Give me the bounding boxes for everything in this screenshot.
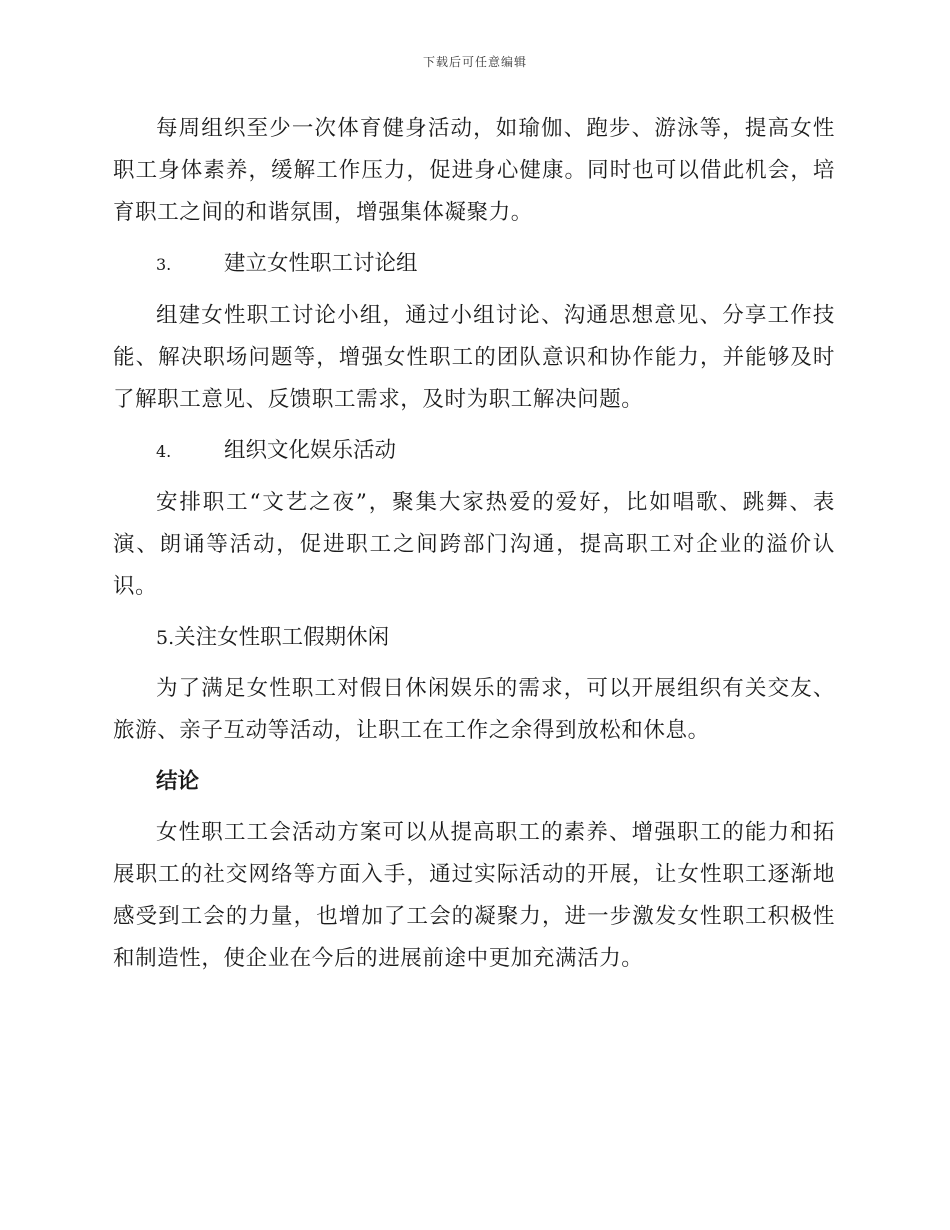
section-title: 建立女性职工讨论组	[224, 251, 418, 276]
section-heading-4	[113, 430, 835, 473]
section-number: 4.	[156, 442, 172, 461]
section-number: 3.	[156, 255, 172, 274]
page-header: 下载后可任意编辑	[422, 55, 527, 69]
section-number: 5.	[156, 627, 175, 649]
section-heading-3	[113, 243, 835, 286]
section-title: 关注女性职工假期休闲	[174, 625, 390, 650]
conclusion-heading: 结论	[156, 769, 200, 794]
section-heading-5	[113, 617, 835, 659]
section-title: 组织文化娱乐活动	[224, 438, 397, 463]
paragraph-fitness-activities: 每周组织至少一次体育健身活动，如瑜伽、跑步、游泳等，提高女性职工身体素养，缓解工作压力，促进身心健康。同时也可以借此机会，培育职工之间的和谐氛围，增强集体凝聚力。	[113, 116, 835, 225]
document-body	[113, 108, 835, 980]
paragraph-conclusion: 女性职工工会活动方案可以从提高职工的素养、增强职工的能力和拓展职工的社交网络等方面入手，通过实际活动的开展，让女性职工逐渐地感受到工会的力量，也增加了工会的凝聚力，进一步激发女性职工积极性和制造性，使企业在今后的进展前途中更加充满活力。	[113, 820, 835, 971]
paragraph-culture-entertainment: 安排职工“文艺之夜”，聚集大家热爱的爱好，比如唱歌、跳舞、表演、朗诵等活动，促进职工之间跨部门沟通，提高职工对企业的溢价认识。	[113, 490, 835, 599]
paragraph-holiday-leisure: 为了满足女性职工对假日休闲娱乐的需求，可以开展组织有关交友、旅游、亲子互动等活动，让职工在工作之余得到放松和休息。	[113, 676, 835, 743]
paragraph-discussion-group: 组建女性职工讨论小组，通过小组讨论、沟通思想意见、分享工作技能、解决职场问题等，增强女性职工的团队意识和协作能力，并能够及时了解职工意见、反馈职工需求，及时为职工解决问题。	[113, 303, 835, 412]
